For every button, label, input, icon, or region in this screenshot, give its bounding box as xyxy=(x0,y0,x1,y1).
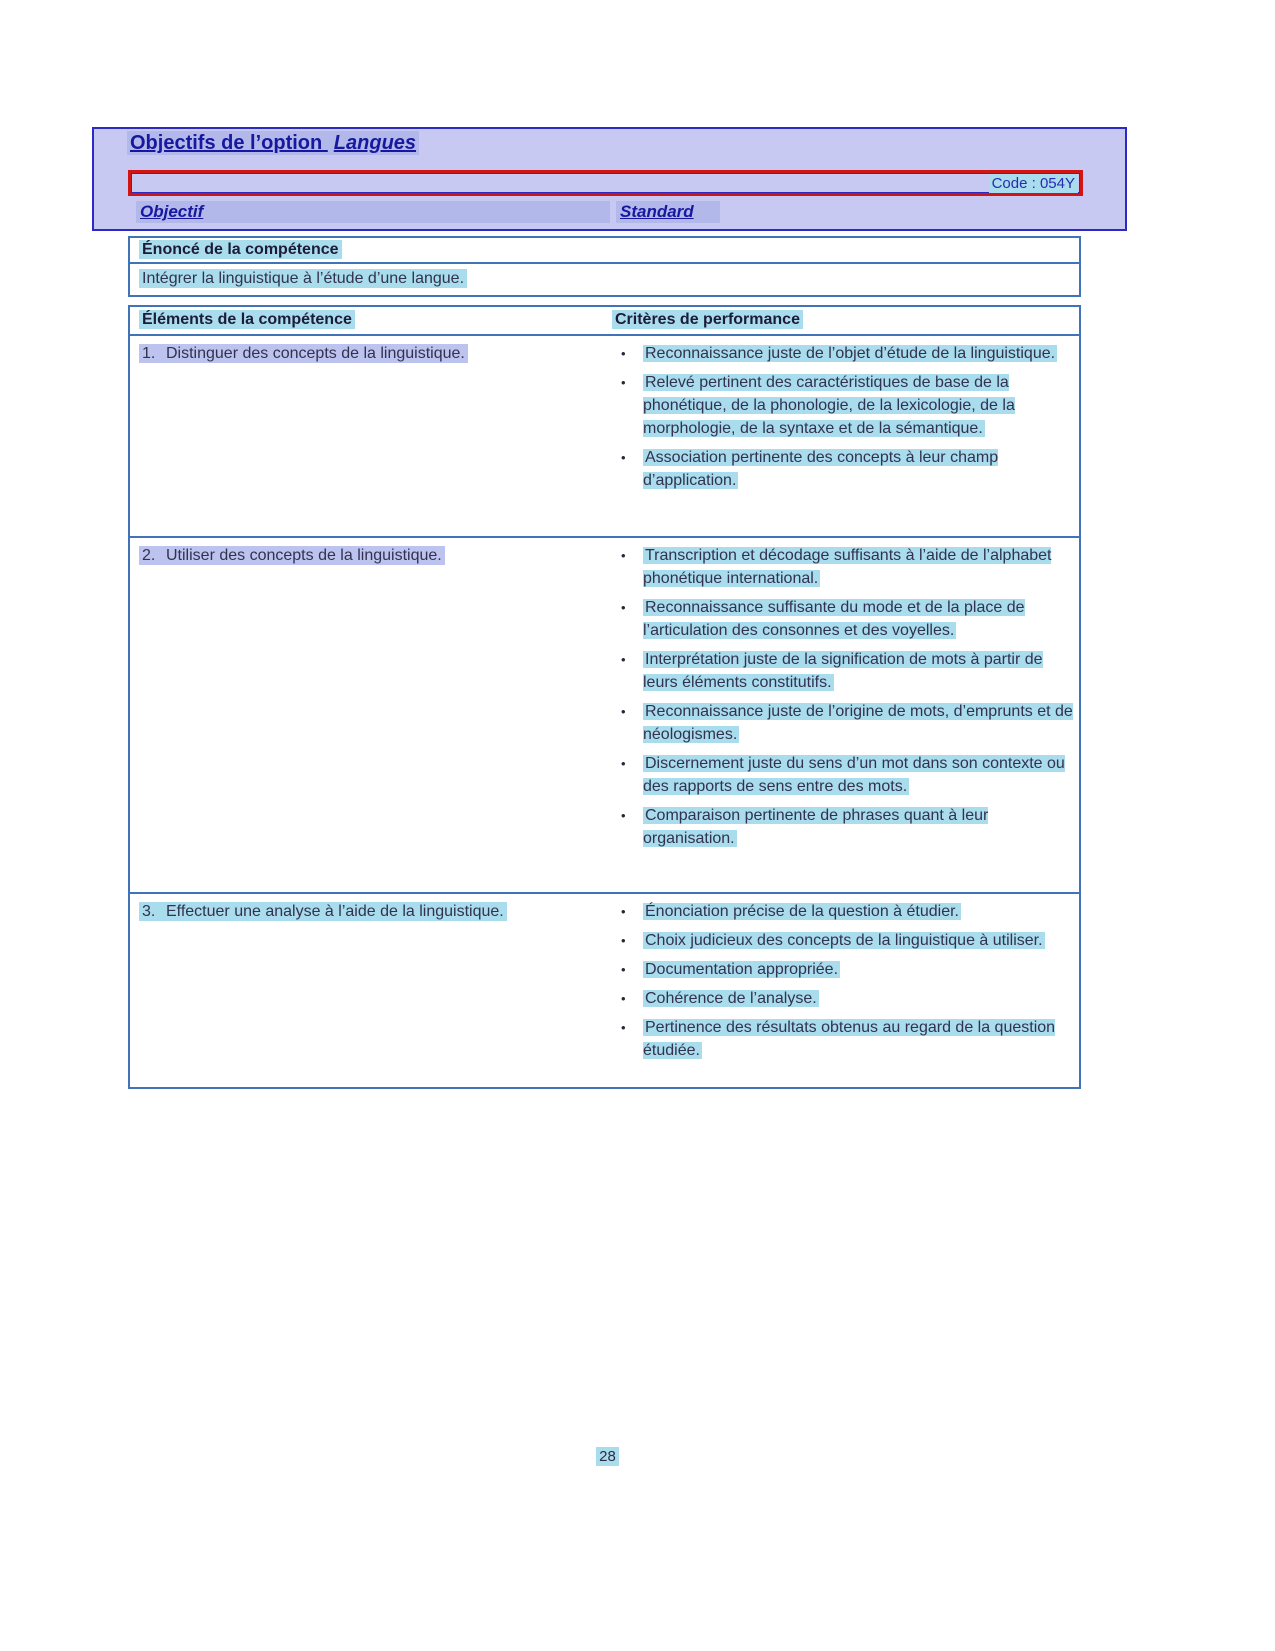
criterion-text: Relevé pertinent des caractéristiques de base de la phonétique, de la phonologie, de la lexicologie, de la morphologie, de la syntaxe et de la sémantique. xyxy=(643,374,1015,437)
page-title xyxy=(127,132,419,155)
criterion-item xyxy=(612,1016,1075,1062)
enonce-table xyxy=(128,236,1081,297)
criterion-item xyxy=(612,958,1075,981)
criteria-cell-2 xyxy=(612,538,1079,892)
criterion-text: Association pertinente des concepts à leur champ d’application. xyxy=(643,449,999,489)
criterion-item xyxy=(612,987,1075,1010)
bullet-icon: • xyxy=(621,933,626,948)
criterion-item xyxy=(612,648,1075,694)
criterion-item xyxy=(612,804,1075,850)
criterion-text: Discernement juste du sens d’un mot dans son contexte ou des rapports de sens entre des mots. xyxy=(643,755,1065,795)
element-text: Effectuer une analyse à l’aide de la linguistique. xyxy=(166,903,504,920)
objectif-header-cell xyxy=(136,201,610,223)
element-number: 2. xyxy=(142,547,156,564)
criterion-text-wrap xyxy=(643,648,1075,694)
bullet-icon: • xyxy=(621,548,626,563)
criterion-text: Choix judicieux des concepts de la linguistique à utiliser. xyxy=(645,932,1043,949)
criterion-text-wrap xyxy=(643,752,1075,798)
code-box xyxy=(128,170,1083,196)
bullet-icon: • xyxy=(621,756,626,771)
criterion-text: Pertinence des résultats obtenus au regard de la question étudiée. xyxy=(643,1019,1056,1059)
code-label: Code : 054Y xyxy=(989,174,1078,193)
criterion-text-wrap xyxy=(643,596,1075,642)
title-italic-text: Langues xyxy=(331,131,419,155)
column-headers xyxy=(136,201,720,223)
criterion-text: Reconnaissance juste de l’objet d’étude de la linguistique. xyxy=(645,345,1056,362)
criterion-text-wrap xyxy=(643,804,1075,850)
bullet-icon: • xyxy=(621,600,626,615)
bullet-icon: • xyxy=(621,808,626,823)
criterion-text-wrap xyxy=(643,342,1057,365)
element-cell-1 xyxy=(130,336,612,536)
bullet-icon: • xyxy=(621,962,626,977)
element-text: Distinguer des concepts de la linguistique. xyxy=(166,345,465,362)
criteria-list-3 xyxy=(612,900,1075,1062)
criterion-text: Interprétation juste de la signification de mots à partir de leurs éléments constitutifs. xyxy=(643,651,1043,691)
elements-header-cell xyxy=(130,310,612,330)
element-text: Utiliser des concepts de la linguistique. xyxy=(166,547,442,564)
criterion-item xyxy=(612,596,1075,642)
bullet-icon: • xyxy=(621,450,626,465)
enonce-header-label: Énoncé de la compétence xyxy=(139,240,342,259)
table-row-3 xyxy=(130,894,1079,1087)
criterion-text: Énonciation précise de la question à étudier. xyxy=(645,903,959,920)
table-row-2 xyxy=(130,538,1079,894)
criterion-item xyxy=(612,342,1075,365)
element-number: 1. xyxy=(142,345,156,362)
criteria-list-2 xyxy=(612,544,1075,850)
element-label-3 xyxy=(139,902,507,921)
element-cell-3 xyxy=(130,894,612,1087)
criterion-text-wrap xyxy=(643,446,1075,492)
criterion-text-wrap xyxy=(643,987,819,1010)
criterion-text-wrap xyxy=(643,371,1075,440)
standard-label: Standard xyxy=(620,202,694,221)
bullet-icon: • xyxy=(621,346,626,361)
title-text: Objectifs de l’option xyxy=(127,131,331,155)
bullet-icon: • xyxy=(621,991,626,1006)
criterion-text-wrap xyxy=(643,900,961,923)
criterion-item xyxy=(612,752,1075,798)
criterion-text: Documentation appropriée. xyxy=(645,961,839,978)
criterion-text: Cohérence de l’analyse. xyxy=(645,990,817,1007)
criterion-item xyxy=(612,446,1075,492)
element-label-2 xyxy=(139,546,445,565)
page-number-text: 28 xyxy=(596,1447,619,1466)
criteres-header-cell xyxy=(612,310,1079,330)
bullet-icon: • xyxy=(621,904,626,919)
criteria-cell-1 xyxy=(612,336,1079,536)
header-box xyxy=(92,127,1127,231)
criterion-text: Transcription et décodage suffisants à l’aide de l’alphabet phonétique international. xyxy=(643,547,1052,587)
objectif-label: Objectif xyxy=(140,202,204,221)
criteria-list-1 xyxy=(612,342,1075,492)
criterion-text: Comparaison pertinente de phrases quant à leur organisation. xyxy=(643,807,989,847)
element-label-1 xyxy=(139,344,468,363)
enonce-header-row xyxy=(130,238,1079,264)
bullet-icon: • xyxy=(621,652,626,667)
enonce-text: Intégrer la linguistique à l’étude d’une langue. xyxy=(139,269,467,288)
criterion-item xyxy=(612,700,1075,746)
enonce-body-row xyxy=(130,264,1079,295)
criteria-cell-3 xyxy=(612,894,1079,1087)
competence-table-header xyxy=(130,307,1079,336)
criterion-text: Reconnaissance suffisante du mode et de la place de l’articulation des consonnes et des voyelles. xyxy=(643,599,1025,639)
bullet-icon: • xyxy=(621,704,626,719)
criterion-text-wrap xyxy=(643,958,840,981)
criterion-text-wrap xyxy=(643,1016,1075,1062)
element-number: 3. xyxy=(142,903,156,920)
standard-header-cell xyxy=(616,201,720,223)
criterion-item xyxy=(612,544,1075,590)
elements-header-label: Éléments de la compétence xyxy=(139,310,355,329)
criterion-item xyxy=(612,371,1075,440)
criterion-item xyxy=(612,900,1075,923)
table-row-1 xyxy=(130,336,1079,538)
page-number xyxy=(0,1448,1215,1466)
criterion-item xyxy=(612,929,1075,952)
criterion-text-wrap xyxy=(643,929,1045,952)
criterion-text-wrap xyxy=(643,544,1075,590)
criterion-text-wrap xyxy=(643,700,1075,746)
bullet-icon: • xyxy=(621,1020,626,1035)
criterion-text: Reconnaissance juste de l’origine de mots, d’emprunts et de néologismes. xyxy=(643,703,1073,743)
element-cell-2 xyxy=(130,538,612,892)
criteres-header-label: Critères de performance xyxy=(612,310,803,329)
competence-table xyxy=(128,305,1081,1089)
bullet-icon: • xyxy=(621,375,626,390)
